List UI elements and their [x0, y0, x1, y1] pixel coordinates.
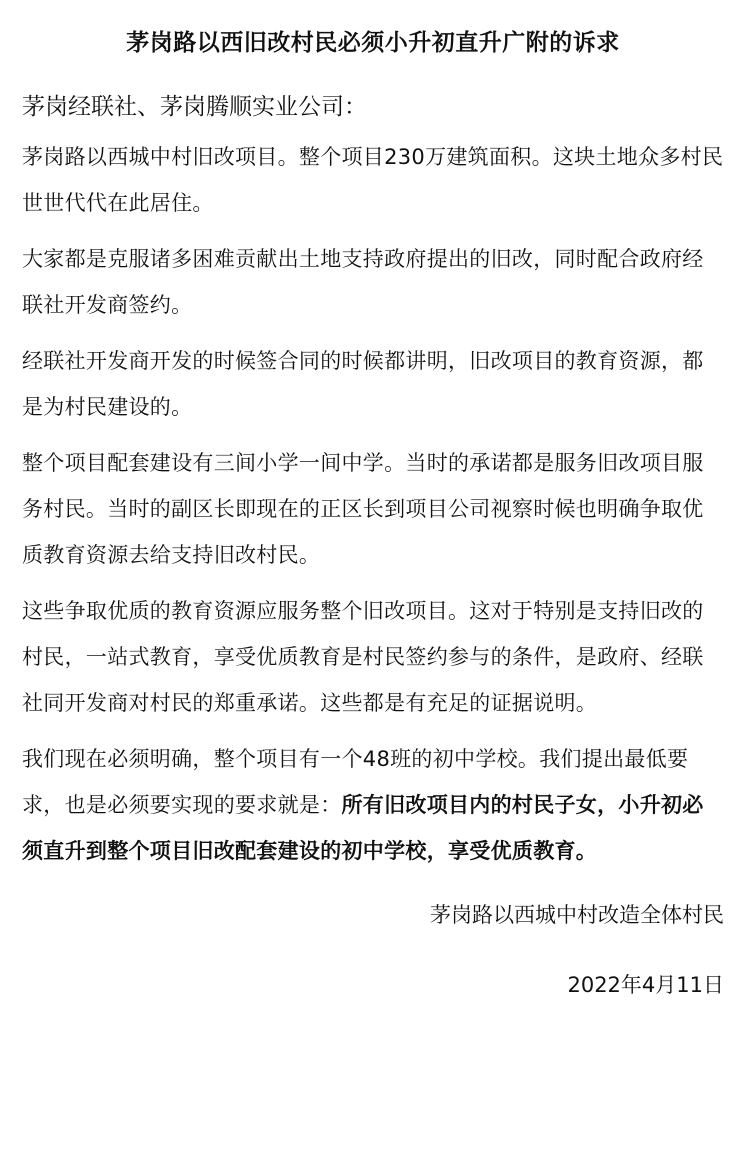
paragraph-6 — [22, 736, 724, 874]
salutation: 茅岗经联社、茅岗腾顺实业公司： — [22, 94, 367, 120]
paragraph-6-plain: 我们现在必须明确，整个项目有一个48班的初中学校。我们提出最低要求，也是必须要实现的要求就是： — [22, 747, 689, 817]
signature: 茅岗路以西城中村改造全体村民 — [430, 903, 724, 927]
paragraph-4: 整个项目配套建设有三间小学一间中学。当时的承诺都是服务旧改项目服务村民。当时的副区长即现在的正区长到项目公司视察时候也明确争取优质教育资源去给支持旧改村民。 — [22, 451, 704, 567]
document-date: 2022年4月11日 — [567, 973, 724, 997]
paragraph-6-bold-demand: 所有旧改项目内的村民子女，小升初必须直升到整个项目旧改配套建设的初中学校，享受优质教育。 — [22, 793, 704, 863]
document-title: 茅岗路以西旧改村民必须小升初直升广附的诉求 — [126, 30, 620, 56]
paragraph-2: 大家都是克服诸多困难贡献出土地支持政府提出的旧改，同时配合政府经联社开发商签约。 — [22, 247, 704, 317]
paragraph-3: 经联社开发商开发的时候签合同的时候都讲明，旧改项目的教育资源，都是为村民建设的。 — [22, 349, 704, 419]
paragraph-1: 茅岗路以西城中村旧改项目。整个项目230万建筑面积。这块土地众多村民世世代代在此居住。 — [22, 145, 724, 215]
paragraph-5: 这些争取优质的教育资源应服务整个旧改项目。这对于特别是支持旧改的村民，一站式教育，享受优质教育是村民签约参与的条件，是政府、经联社同开发商对村民的郑重承诺。这些都是有充足的证据说明。 — [22, 599, 704, 715]
